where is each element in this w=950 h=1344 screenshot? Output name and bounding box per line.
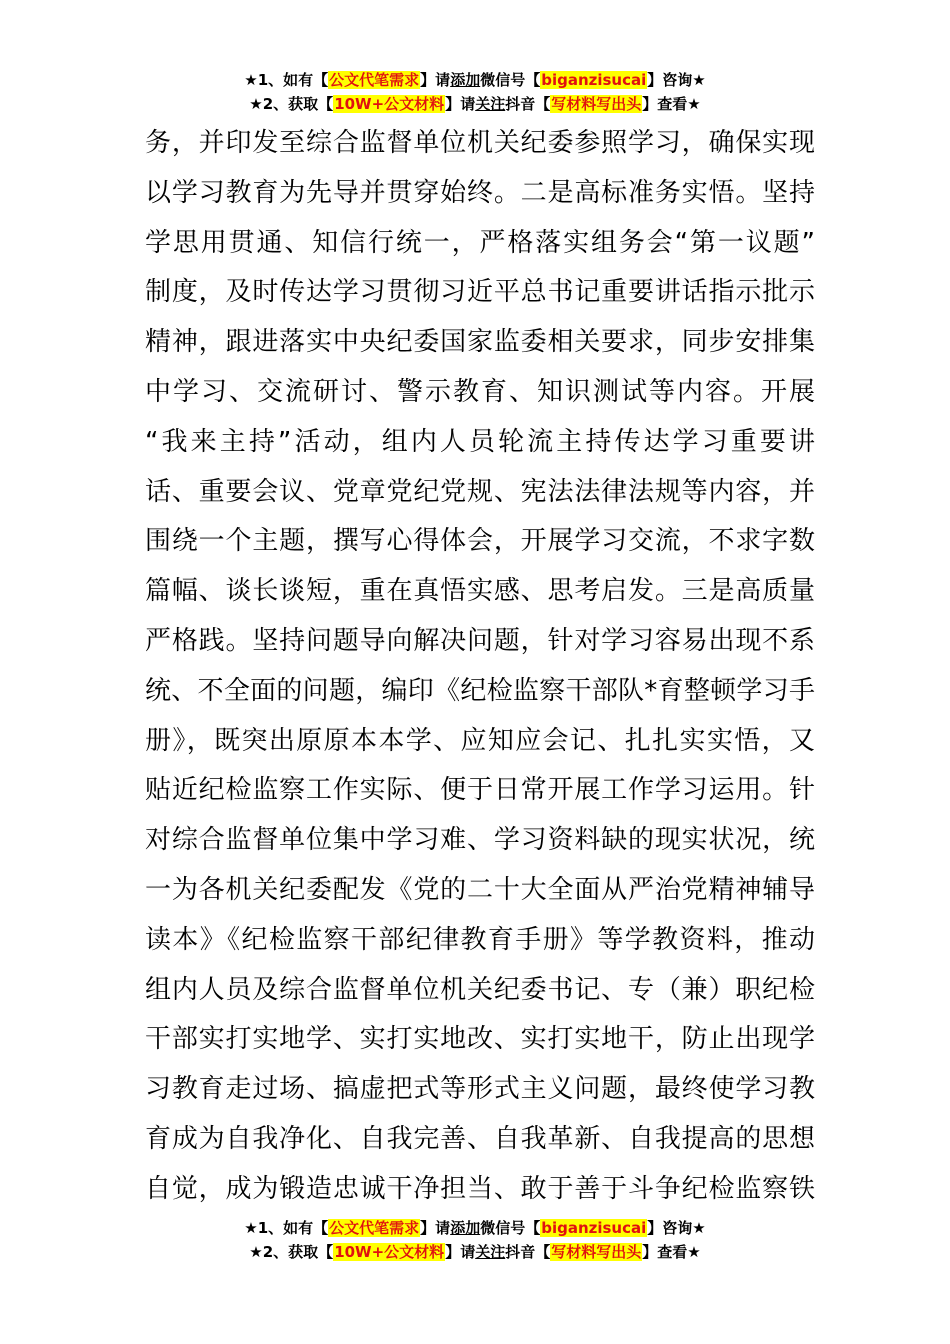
footer-banner — [0, 1216, 950, 1264]
banner-text: 】请 — [445, 95, 476, 113]
banner-highlight: 10W+公文材料 — [334, 1243, 445, 1261]
banner-line-1 — [0, 68, 950, 92]
banner-text: 】查看★ — [642, 95, 701, 113]
text-line: 组内人员及综合监督单位机关纪委书记、专（兼）职纪检 — [145, 974, 815, 1005]
banner-highlight: biganzisucai — [541, 1219, 647, 1237]
banner-underlined: 添加 — [450, 1219, 481, 1237]
text-line: 务，并印发至综合监督单位机关纪委参照学习，确保实现 — [145, 128, 815, 158]
banner-underlined: 关注 — [475, 95, 506, 113]
text-line: 统、不全面的问题，编印《纪检监察干部队*育整顿学习手 — [145, 675, 815, 706]
banner-text: 】请 — [445, 1243, 476, 1261]
banner-highlight: 写材料写出头 — [551, 95, 642, 113]
text-line: 制度，及时传达学习贯彻习近平总书记重要讲话指示批示 — [145, 277, 815, 308]
banner-highlight: 公文代笔需求 — [329, 71, 420, 89]
text-line: 册》，既突出原原本本学、应知应会记、扎扎实实悟，又 — [145, 725, 815, 756]
text-line: 习教育走过场、搞虚把式等形式主义问题，最终使学习教 — [145, 1074, 815, 1105]
banner-text: ★2、获取【 — [249, 95, 334, 113]
text-line: 严格践。坚持问题导向解决问题，针对学习容易出现不系 — [145, 625, 815, 656]
text-line: 话、重要会议、党章党纪党规、宪法法律法规等内容，并 — [145, 476, 815, 507]
banner-text: 】请 — [420, 71, 451, 89]
text-line: 一为各机关纪委配发《党的二十大全面从严治党精神辅导 — [145, 874, 815, 905]
banner-highlight: biganzisucai — [541, 71, 647, 89]
banner-text: 】咨询★ — [647, 1219, 706, 1237]
banner-text: 抖音【 — [505, 1243, 551, 1261]
banner-text: 】请 — [420, 1219, 451, 1237]
banner-text: 】咨询★ — [647, 71, 706, 89]
document-body — [145, 119, 815, 1215]
banner-line-1 — [0, 1216, 950, 1240]
banner-text: ★1、如有【 — [244, 71, 329, 89]
banner-text: 抖音【 — [505, 95, 551, 113]
text-line: 自觉，成为锻造忠诚干净担当、敢于善于斗争纪检监察铁 — [145, 1173, 815, 1204]
text-line: 学思用贯通、知信行统一，严格落实组务会“第一议题” — [145, 227, 815, 258]
text-line: 对综合监督单位集中学习难、学习资料缺的现实状况，统 — [145, 825, 815, 856]
banner-line-2 — [0, 92, 950, 116]
text-line: 围绕一个主题，撰写心得体会，开展学习交流，不求字数 — [145, 526, 815, 557]
text-line: “我来主持”活动，组内人员轮流主持传达学习重要讲 — [145, 426, 815, 457]
banner-text: 微信号【 — [480, 71, 541, 89]
banner-text: ★2、获取【 — [249, 1243, 334, 1261]
text-line: 篇幅、谈长谈短，重在真悟实感、思考启发。三是高质量 — [145, 576, 815, 607]
text-line: 育成为自我净化、自我完善、自我革新、自我提高的思想 — [145, 1123, 815, 1154]
text-line: 贴近纪检监察工作实际、便于日常开展工作学习运用。针 — [145, 775, 815, 806]
banner-underlined: 关注 — [475, 1243, 506, 1261]
banner-line-2 — [0, 1240, 950, 1264]
text-line: 读本》《纪检监察干部纪律教育手册》等学教资料，推动 — [145, 924, 815, 955]
header-banner — [0, 68, 950, 116]
text-line: 精神，跟进落实中央纪委国家监委相关要求，同步安排集 — [145, 327, 815, 358]
banner-text: 】查看★ — [642, 1243, 701, 1261]
banner-text: 微信号【 — [480, 1219, 541, 1237]
banner-highlight: 写材料写出头 — [551, 1243, 642, 1261]
banner-text: ★1、如有【 — [244, 1219, 329, 1237]
banner-highlight: 10W+公文材料 — [334, 95, 445, 113]
banner-underlined: 添加 — [450, 71, 481, 89]
text-line: 中学习、交流研讨、警示教育、知识测试等内容。开展 — [145, 376, 815, 407]
text-line: 干部实打实地学、实打实地改、实打实地干，防止出现学 — [145, 1024, 815, 1055]
banner-highlight: 公文代笔需求 — [329, 1219, 420, 1237]
text-line: 以学习教育为先导并贯穿始终。二是高标准务实悟。坚持 — [145, 177, 815, 208]
